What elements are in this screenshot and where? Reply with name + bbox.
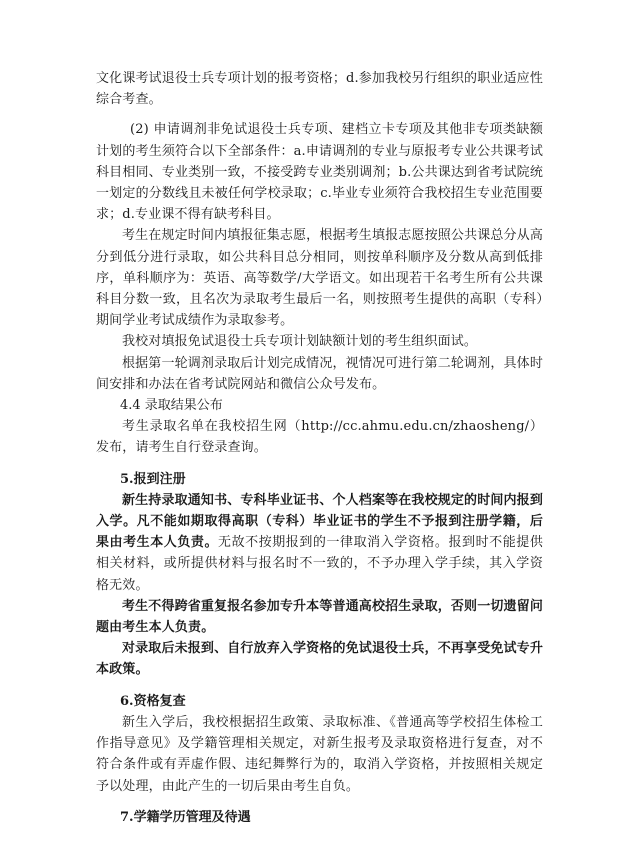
paragraph-results-publication: 考生录取名单在我校招生网（http://cc.ahmu.edu.cn/zhaosheng/）发布，请考生自行登录查询。	[96, 419, 543, 456]
paragraph-qualification-end: 文化课考试退役士兵专项计划的报考资格；d.参加我校另行组织的职业适应性综合考查。	[96, 71, 543, 108]
paragraph-qualification-review: 新生入学后，我校根据招生政策、录取标准、《普通高等学校招生体检工作指导意见》及学籍管理相关规定，对新生报考及录取资格进行复查，对不符合条件或有弄虚作假、违纪舞弊行为的，取消入学资格，并按照相关规定予以处理，由此产生的一切后果由考生自负。	[96, 714, 543, 794]
section-heading-status-management: 7.学籍学历管理及待遇	[120, 809, 251, 825]
paragraph-interview: 我校对填报免试退役士兵专项计划缺额计划的考生组织面试。	[122, 334, 478, 350]
section-heading-qualification-review: 6.资格复查	[120, 693, 186, 709]
paragraph-veteran-forfeit: 对录取后未报到、自行放弃入学资格的免试退役士兵，不再享受免试专升本政策。	[96, 641, 543, 678]
section-heading-registration: 5.报到注册	[120, 471, 186, 487]
paragraph-second-round: 根据第一轮调剂录取后计划完成情况，视情况可进行第二轮调剂，具体时间安排和办法在省考试院网站和微信公众号发布。	[96, 355, 543, 392]
subsection-heading-4-4: 4.4 录取结果公布	[120, 398, 223, 414]
paragraph-admission-rules: 考生在规定时间内填报征集志愿，根据考生填报志愿按照公共课总分从高分到低分进行录取，如公共科目总分相同，则按单科顺序及分数从高到低排序，单科顺序为：英语、高等数学/大学语文。如出现若干名考生所有公共课科目分数一致，且名次为录取考生最后一名，则按照考生提供的高职（专科）期间学业考试成绩作为录取参考。	[96, 228, 543, 329]
registration-bold-text: 新生持录取通知书、专科毕业证书、个人档案等在我校规定的时间内报到入学。凡不能如期取得高职（专科）毕业证书的学生不予报到注册学籍，后果由考生本人负责。	[96, 492, 543, 551]
registration-normal-text: 无故不按期报到的一律取消入学资格。报到时不能提供相关材料，或所提供材料与报名时不一致的，不予办理入学手续，其入学资格无效。	[96, 535, 543, 593]
paragraph-adjustment-conditions: (2) 申请调剂非免试退役士兵专项、建档立卡专项及其他非专项类缺额计划的考生须符合以下全部条件：a.申请调剂的专业与原报考专业公共课考试科目相同、专业类别一致，不接受跨专业类别调剂；b.公共课达到省考试院统一划定的分数线且未被任何学校录取；c.毕业专业须符合我校招生专业范围要求；d.专业课不得有缺考科目。	[96, 122, 543, 223]
paragraph-registration	[96, 490, 543, 596]
paragraph-duplicate-registration: 考生不得跨省重复报名参加专升本等普通高校招生录取，否则一切遗留问题由考生本人负责。	[96, 598, 543, 636]
